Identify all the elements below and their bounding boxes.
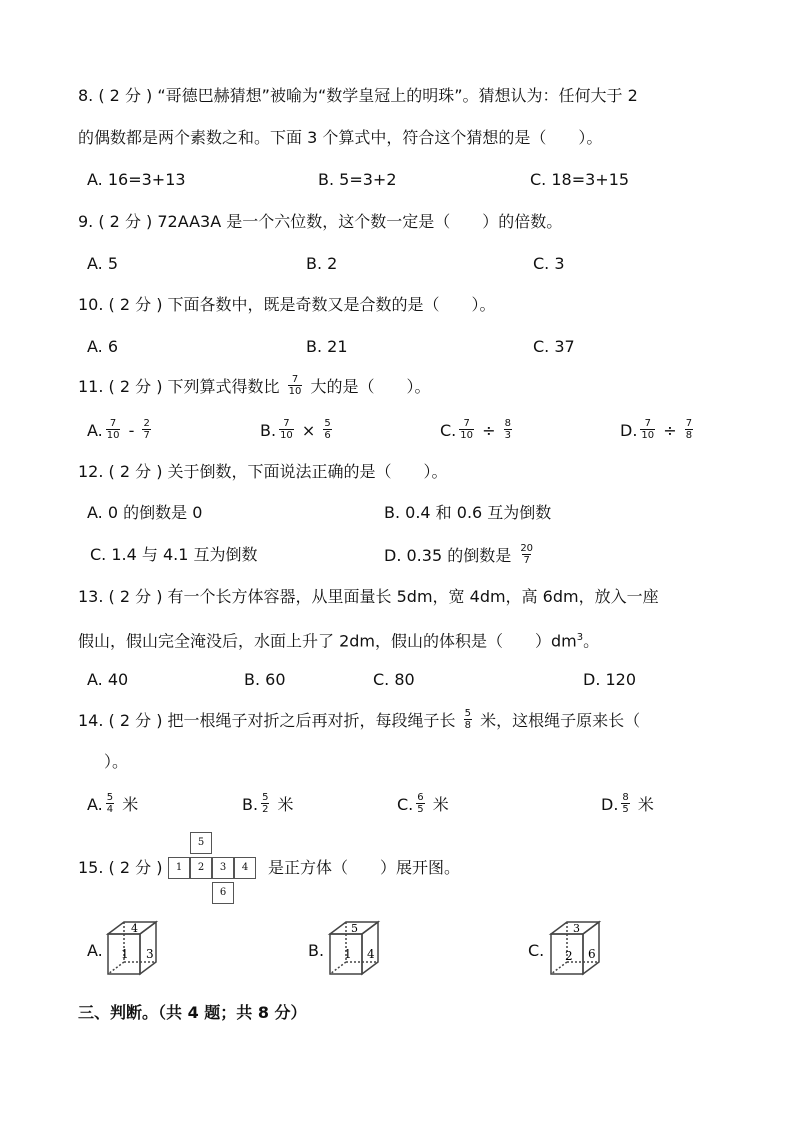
q9-option-a[interactable]: A. 5: [87, 254, 119, 273]
q11-option-b-frac1: [279, 418, 294, 441]
net-face-bottom: 6: [212, 882, 234, 904]
q11-text-before: 11. ( 2 分 ) 下列算式得数比: [78, 377, 280, 396]
q11-option-b-op: ×: [301, 421, 316, 440]
q14-option-c-label: C.: [397, 795, 414, 814]
q10-text: 10. ( 2 分 ) 下面各数中，既是奇数又是合数的是（ ）。: [78, 295, 496, 314]
q11-option-d-num2: 7: [685, 418, 693, 429]
q12-text: 12. ( 2 分 ) 关于倒数，下面说法正确的是（ ）。: [78, 462, 448, 481]
net-face-4: 4: [234, 857, 256, 879]
q11-text: [78, 376, 430, 399]
q14-option-d-label: D.: [601, 795, 619, 814]
q14-option-a-den: 4: [106, 804, 114, 815]
q14-option-d-num: 8: [622, 792, 629, 803]
q14-option-b[interactable]: [242, 794, 294, 817]
q9-text: 9. ( 2 分 ) 72AA3A 是一个六位数，这个数一定是（ ）的倍数。: [78, 212, 563, 231]
q11-option-a-op: -: [128, 421, 135, 440]
q12-option-a[interactable]: A. 0 的倒数是 0: [87, 503, 203, 522]
q14-option-a[interactable]: [87, 794, 138, 817]
q11-option-a-den1: 10: [106, 430, 120, 441]
q14-option-a-frac: [106, 792, 114, 815]
q11-option-d-den1: 10: [641, 430, 655, 441]
q13-option-b[interactable]: B. 60: [244, 670, 286, 689]
q15-option-c-label[interactable]: C.: [528, 941, 545, 960]
q14-text-before: 14. ( 2 分 ) 把一根绳子对折之后再对折，每段绳子长: [78, 711, 456, 730]
q8-line1: 8. ( 2 分 ) “哥德巴赫猜想”被喻为“数学皇冠上的明珠”。猜想认为：任何大于 2: [78, 86, 638, 105]
q11-option-c-den2: 3: [504, 430, 511, 441]
q14-option-c-den: 5: [417, 804, 424, 815]
q11-option-c-frac1: [459, 418, 474, 441]
q14-option-d-den: 5: [622, 804, 629, 815]
q14-option-d-frac: [621, 792, 629, 815]
q11-option-b-num2: 5: [324, 418, 331, 429]
q15-option-b-cube[interactable]: [326, 918, 398, 978]
q11-text-after: 大的是（ ）。: [310, 377, 431, 396]
section3-heading: 三、判断。（共 4 题；共 8 分）: [78, 1003, 307, 1022]
q13-line2: [78, 628, 599, 651]
cube-net-diagram: [168, 832, 266, 904]
net-face-2: 2: [190, 857, 212, 879]
q14-option-c[interactable]: [397, 794, 449, 817]
q12-option-b[interactable]: B. 0.4 和 0.6 互为倒数: [384, 503, 552, 522]
q11-option-d-frac2: [685, 418, 693, 441]
q12-option-d-frac: [519, 543, 534, 566]
q8-option-c[interactable]: C. 18=3+15: [530, 170, 630, 189]
q14-line2: ）。: [104, 752, 129, 771]
q13-option-d[interactable]: D. 120: [583, 670, 637, 689]
cube-a-front-face: 1: [121, 947, 129, 961]
q15-label: 15. ( 2 分 ): [78, 858, 163, 877]
cube-b-side-face: 4: [367, 947, 375, 961]
q14-option-d[interactable]: [601, 794, 654, 817]
q14-frac-den: 8: [464, 720, 472, 731]
q10-option-a[interactable]: A. 6: [87, 337, 119, 356]
q12-option-c[interactable]: C. 1.4 与 4.1 互为倒数: [90, 545, 258, 564]
q10-option-c[interactable]: C. 37: [533, 337, 575, 356]
q11-option-a-frac1: [106, 418, 121, 441]
cube-c-front-face: 2: [565, 949, 573, 963]
q8-option-b[interactable]: B. 5=3+2: [318, 170, 397, 189]
q15-option-a-cube[interactable]: [104, 918, 176, 978]
q11-option-b[interactable]: [260, 420, 335, 443]
q13-option-c[interactable]: C. 80: [373, 670, 415, 689]
q12-option-d-num: 20: [520, 543, 534, 554]
q11-option-d-num1: 7: [644, 418, 651, 429]
q11-option-a-num1: 7: [109, 418, 117, 429]
q11-option-b-den1: 10: [280, 430, 293, 441]
q11-option-d-label: D.: [620, 421, 638, 440]
q14-option-a-label: A.: [87, 795, 103, 814]
q14-option-b-num: 5: [262, 792, 269, 803]
q12-option-d[interactable]: [384, 545, 537, 568]
q11-option-b-label: B.: [260, 421, 277, 440]
q11-option-c-num1: 7: [463, 418, 470, 429]
q9-option-c[interactable]: C. 3: [533, 254, 565, 273]
q14-option-c-frac: [416, 792, 424, 815]
q11-frac-num: 7: [291, 374, 299, 385]
q8-option-a[interactable]: A. 16=3+13: [87, 170, 186, 189]
cube-b-top-face: 5: [351, 922, 358, 935]
q14-option-b-den: 2: [262, 804, 269, 815]
q11-option-c-op: ÷: [482, 421, 496, 440]
q13-line1: 13. ( 2 分 ) 有一个长方体容器，从里面量长 5dm，宽 4dm，高 6dm，放入一座: [78, 587, 659, 606]
q13-option-a[interactable]: A. 40: [87, 670, 129, 689]
q14-fraction: [464, 708, 472, 731]
q14-text-after: 米，这根绳子原来长（: [480, 711, 641, 730]
q11-option-b-den2: 6: [324, 430, 331, 441]
cube-b-front-face: 1: [344, 947, 352, 961]
q14-frac-num: 5: [464, 708, 472, 719]
q9-option-b[interactable]: B. 2: [306, 254, 338, 273]
q15-option-b-label[interactable]: B.: [308, 941, 325, 960]
q14-option-b-unit: 米: [277, 795, 294, 814]
q13-line2-text: 假山，假山完全淹没后，水面上升了 2dm，假山的体积是（ ）dm: [78, 631, 577, 651]
q15-option-c-cube[interactable]: [547, 918, 619, 978]
q11-frac-den: 10: [288, 386, 302, 397]
q11-fraction: [288, 374, 303, 397]
q13-cube-superscript: 3: [576, 632, 584, 643]
q15-option-a-label[interactable]: A.: [87, 941, 103, 960]
q11-option-d[interactable]: [620, 420, 696, 443]
q12-option-d-text: D. 0.35 的倒数是: [384, 546, 512, 565]
net-face-top: 5: [190, 832, 212, 854]
net-face-3: 3: [212, 857, 234, 879]
net-face-1: 1: [168, 857, 190, 879]
q10-option-b[interactable]: B. 21: [306, 337, 348, 356]
q14-option-c-num: 6: [417, 792, 424, 803]
q11-option-c-den1: 10: [460, 430, 473, 441]
cube-a-side-face: 3: [146, 947, 154, 961]
q12-option-d-den: 7: [523, 555, 530, 566]
q11-option-a-label: A.: [87, 421, 103, 440]
q11-option-c-frac2: [504, 418, 512, 441]
q11-option-b-num1: 7: [283, 418, 290, 429]
q8-line2: 的偶数都是两个素数之和。下面 3 个算式中，符合这个猜想的是（ ）。: [78, 128, 603, 147]
q11-option-b-frac2: [323, 418, 331, 441]
cube-c-side-face: 6: [588, 947, 596, 961]
q11-option-c[interactable]: [440, 420, 515, 443]
cube-a-top-face: 4: [131, 922, 138, 935]
q14-option-d-unit: 米: [637, 795, 654, 814]
q11-option-c-num2: 8: [504, 418, 511, 429]
q14-option-b-frac: [261, 792, 269, 815]
q11-option-d-frac1: [640, 418, 655, 441]
cube-c-top-face: 3: [573, 922, 580, 935]
q14-option-a-num: 5: [106, 792, 114, 803]
q11-option-d-den2: 8: [685, 430, 693, 441]
q11-option-c-label: C.: [440, 421, 457, 440]
q14-option-b-label: B.: [242, 795, 259, 814]
q11-option-a-den2: 7: [143, 430, 150, 441]
q14-option-c-unit: 米: [432, 795, 449, 814]
q14-line1: [78, 710, 640, 733]
q14-option-a-unit: 米: [122, 795, 139, 814]
q15-text-after: 是正方体（ ）展开图。: [268, 858, 461, 877]
q11-option-d-op: ÷: [663, 421, 677, 440]
q13-line2-end: 。: [583, 631, 600, 651]
q11-option-a-num2: 2: [143, 418, 150, 429]
q11-option-a-frac2: [142, 418, 150, 441]
q11-option-a[interactable]: [87, 420, 154, 443]
